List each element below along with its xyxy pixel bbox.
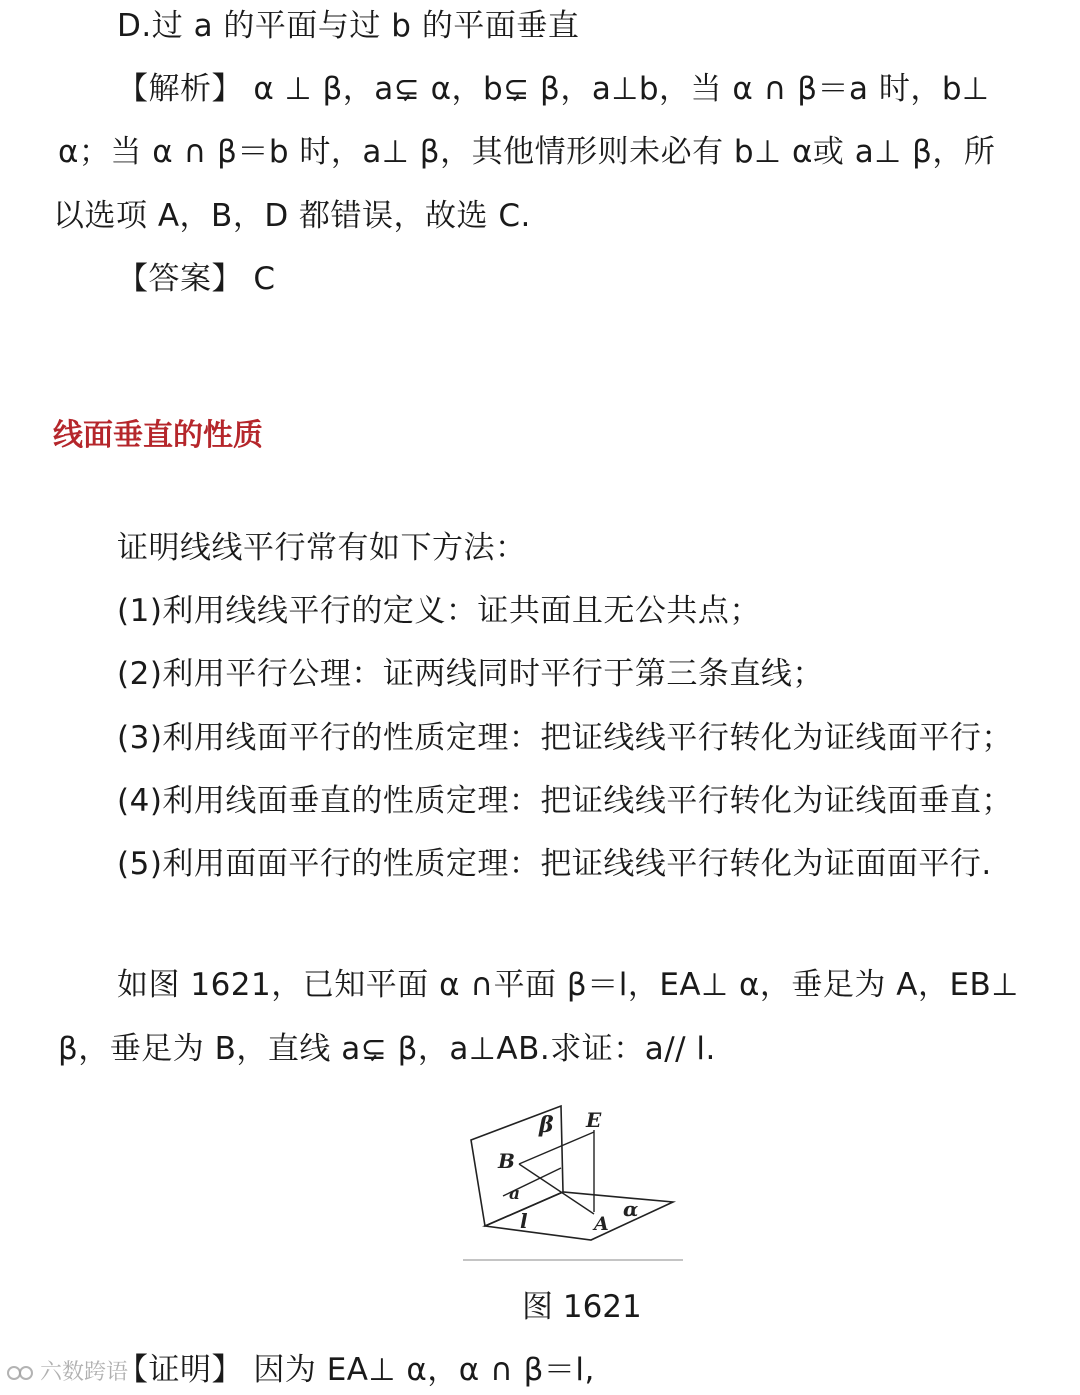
planes-diagram bbox=[463, 1092, 683, 1264]
watermark-logo-icon bbox=[6, 1362, 36, 1384]
label-b: B bbox=[498, 1149, 515, 1173]
watermark bbox=[6, 1358, 128, 1388]
analysis-line-2: α；当 α ∩ β＝b 时，a⊥ β，其他情形则未必有 b⊥ α或 a⊥ β，所 bbox=[58, 134, 996, 170]
label-alpha: α bbox=[623, 1197, 639, 1221]
segment-eb bbox=[519, 1132, 594, 1164]
method-3: (3)利用线面平行的性质定理：把证线线平行转化为证线面平行； bbox=[117, 720, 1013, 756]
methods-intro: 证明线线平行常有如下方法： bbox=[117, 530, 527, 566]
method-5: (5)利用面面平行的性质定理：把证线线平行转化为证面面平行. bbox=[117, 846, 992, 882]
analysis-line-1: 【解析】 α ⊥ β，a⊊ α，b⊊ β，a⊥b，当 α ∩ β＝a 时，b⊥ bbox=[117, 71, 990, 107]
proof-line-1: 【证明】 因为 EA⊥ α，α ∩ β＝l, bbox=[117, 1352, 595, 1388]
method-2: (2)利用平行公理：证两线同时平行于第三条直线； bbox=[117, 656, 824, 692]
label-e: E bbox=[586, 1108, 602, 1132]
answer-line: 【答案】 C bbox=[117, 261, 276, 297]
label-l: l bbox=[520, 1209, 528, 1233]
problem-line-2: β，垂足为 B，直线 a⊊ β，a⊥AB.求证：a// l. bbox=[58, 1031, 716, 1067]
label-a-point: A bbox=[594, 1213, 609, 1235]
problem-line-1: 如图 1621，已知平面 α ∩平面 β＝l，EA⊥ α，垂足为 A，EB⊥ bbox=[117, 967, 1019, 1003]
watermark-text: 六数跨语 bbox=[40, 1360, 129, 1385]
method-1: (1)利用线线平行的定义：证共面且无公共点； bbox=[117, 593, 761, 629]
option-d-text: D.过 a 的平面与过 b 的平面垂直 bbox=[117, 8, 580, 44]
geometry-figure bbox=[463, 1092, 683, 1264]
method-4: (4)利用线面垂直的性质定理：把证线线平行转化为证线面垂直； bbox=[117, 783, 1013, 819]
label-beta: β bbox=[539, 1112, 554, 1138]
label-a-line: a bbox=[509, 1184, 521, 1204]
section-heading: 线面垂直的性质 bbox=[53, 418, 263, 453]
analysis-line-3: 以选项 A，B，D 都错误，故选 C. bbox=[53, 198, 531, 234]
figure-caption: 图 1621 bbox=[522, 1289, 642, 1325]
